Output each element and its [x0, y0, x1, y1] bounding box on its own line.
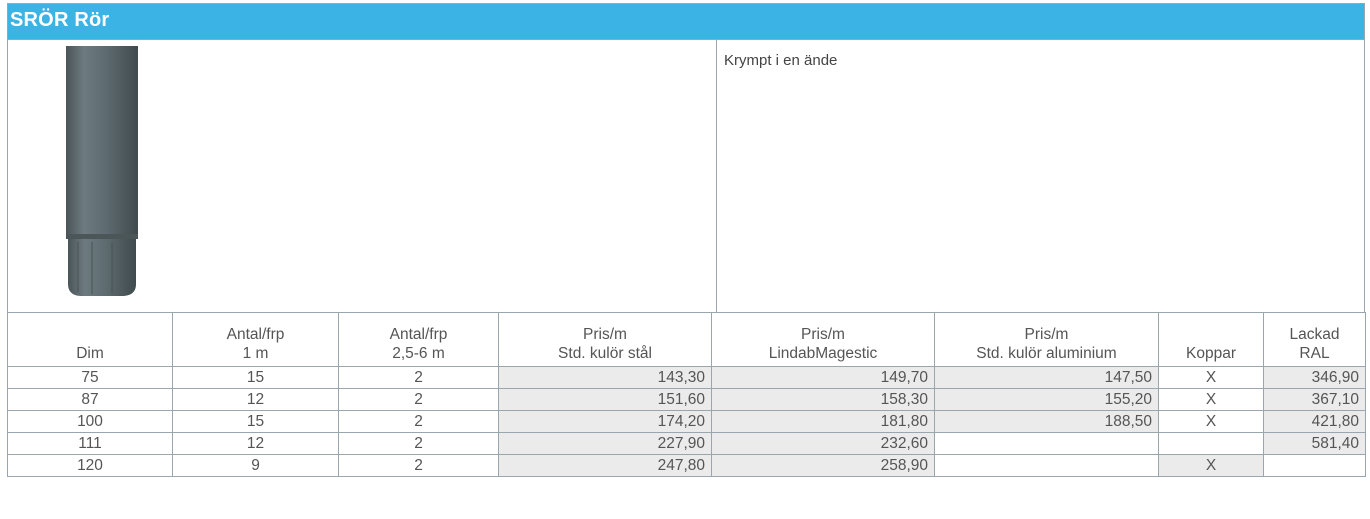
downpipe-image	[48, 46, 168, 306]
frp-6m-cell: 2	[339, 455, 499, 477]
price-ral-cell	[1264, 455, 1366, 477]
frp-6m-cell: 2	[339, 433, 499, 455]
frp-6m-cell: 2	[339, 389, 499, 411]
price-table	[7, 312, 1366, 477]
price-stal-cell: 247,80	[499, 455, 712, 477]
description-text: Krympt i en ände	[724, 52, 838, 69]
price-aluminium-cell	[935, 455, 1159, 477]
price-aluminium-cell	[935, 433, 1159, 455]
dim-cell: 100	[8, 411, 173, 433]
frp-1m-cell: 12	[173, 433, 339, 455]
frp-6m-cell: 2	[339, 367, 499, 389]
frp-1m-cell: 15	[173, 367, 339, 389]
table-row	[8, 389, 1366, 411]
koppar-cell: X	[1159, 367, 1264, 389]
column-header: Pris/m LindabMagestic	[712, 313, 935, 367]
column-header: Lackad RAL	[1264, 313, 1366, 367]
koppar-cell: X	[1159, 389, 1264, 411]
price-stal-cell: 227,90	[499, 433, 712, 455]
price-ral-cell: 346,90	[1264, 367, 1366, 389]
price-aluminium-cell: 147,50	[935, 367, 1159, 389]
column-header: Pris/m Std. kulör aluminium	[935, 313, 1159, 367]
price-ral-cell: 367,10	[1264, 389, 1366, 411]
price-ral-cell: 581,40	[1264, 433, 1366, 455]
price-stal-cell: 143,30	[499, 367, 712, 389]
title-bar	[7, 3, 1365, 40]
price-magestic-cell: 181,80	[712, 411, 935, 433]
koppar-cell: X	[1159, 455, 1264, 477]
table-row	[8, 433, 1366, 455]
koppar-cell	[1159, 433, 1264, 455]
dim-cell: 111	[8, 433, 173, 455]
column-header: Koppar	[1159, 313, 1264, 367]
column-header: Pris/m Std. kulör stål	[499, 313, 712, 367]
column-header: Antal/frp 2,5-6 m	[339, 313, 499, 367]
dim-cell: 87	[8, 389, 173, 411]
table-row	[8, 411, 1366, 433]
table-header-row	[8, 313, 1366, 367]
frp-1m-cell: 15	[173, 411, 339, 433]
column-header: Dim	[8, 313, 173, 367]
price-magestic-cell: 149,70	[712, 367, 935, 389]
product-image-cell	[7, 40, 717, 312]
column-header: Antal/frp 1 m	[173, 313, 339, 367]
price-stal-cell: 151,60	[499, 389, 712, 411]
price-magestic-cell: 232,60	[712, 433, 935, 455]
table-row	[8, 455, 1366, 477]
price-ral-cell: 421,80	[1264, 411, 1366, 433]
frp-6m-cell: 2	[339, 411, 499, 433]
frp-1m-cell: 9	[173, 455, 339, 477]
price-magestic-cell: 158,30	[712, 389, 935, 411]
table-row	[8, 367, 1366, 389]
koppar-cell: X	[1159, 411, 1264, 433]
price-aluminium-cell: 188,50	[935, 411, 1159, 433]
price-magestic-cell: 258,90	[712, 455, 935, 477]
dim-cell: 75	[8, 367, 173, 389]
description-cell	[717, 40, 1365, 312]
dim-cell: 120	[8, 455, 173, 477]
price-stal-cell: 174,20	[499, 411, 712, 433]
product-sheet	[7, 3, 1365, 519]
frp-1m-cell: 12	[173, 389, 339, 411]
price-aluminium-cell: 155,20	[935, 389, 1159, 411]
product-title: SRÖR Rör	[10, 9, 110, 31]
